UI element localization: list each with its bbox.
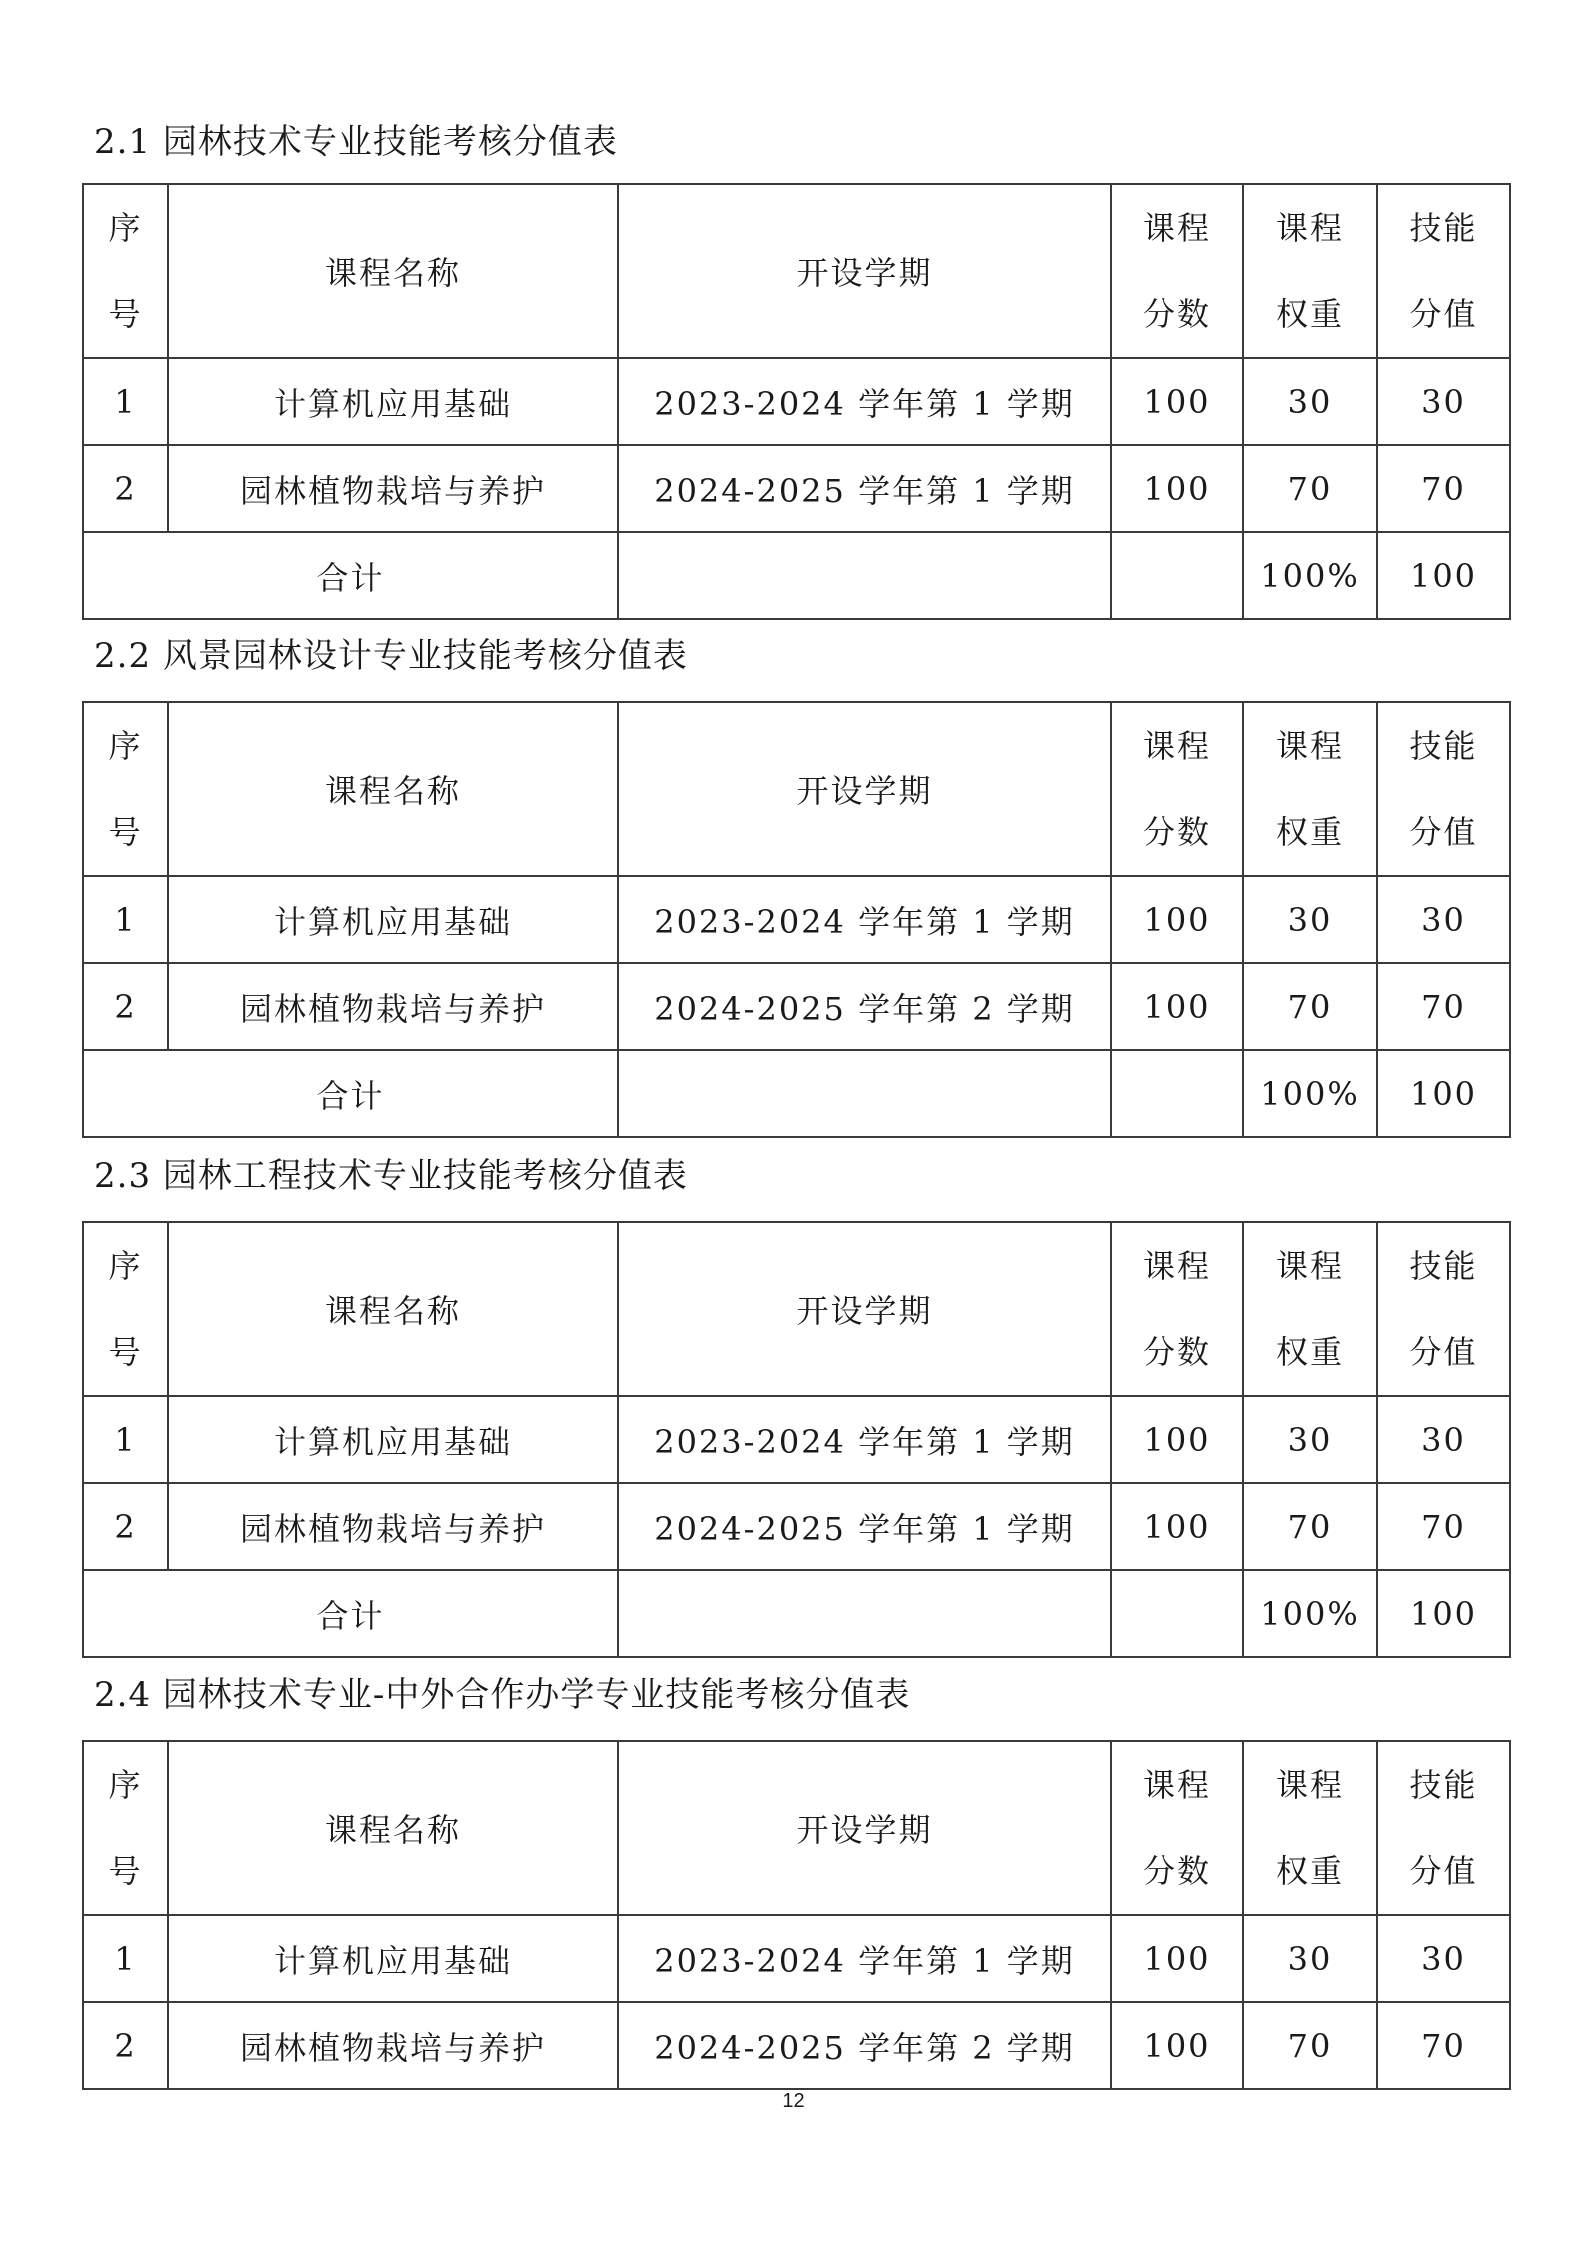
header-term: 开设学期 xyxy=(618,1222,1111,1396)
cell-score: 100 xyxy=(1111,2002,1243,2089)
header-term: 开设学期 xyxy=(618,1741,1111,1915)
cell-total-value: 100 xyxy=(1377,532,1510,619)
cell-score: 100 xyxy=(1111,445,1243,532)
table-row xyxy=(83,1915,1510,2002)
section-title: 2.3 园林工程技术专业技能考核分值表 xyxy=(94,1156,688,1196)
header-row xyxy=(83,1222,1510,1396)
header-course-weight: 课程 权重 xyxy=(1243,702,1377,876)
cell-term: 2023-2024 学年第 1 学期 xyxy=(618,876,1111,963)
score-table xyxy=(82,701,1511,1138)
table-row xyxy=(83,445,1510,532)
cell-total-weight: 100% xyxy=(1243,1570,1377,1657)
header-row xyxy=(83,184,1510,358)
cell-score: 100 xyxy=(1111,1915,1243,2002)
cell-weight: 30 xyxy=(1243,1915,1377,2002)
header-seq: 序 号 xyxy=(83,184,168,358)
cell-seq: 1 xyxy=(83,1396,168,1483)
cell-total-value: 100 xyxy=(1377,1570,1510,1657)
cell-weight: 70 xyxy=(1243,1483,1377,1570)
table-row xyxy=(83,1396,1510,1483)
cell-value: 70 xyxy=(1377,963,1510,1050)
cell-score: 100 xyxy=(1111,1396,1243,1483)
header-seq: 序 号 xyxy=(83,702,168,876)
cell-value: 70 xyxy=(1377,1483,1510,1570)
score-table xyxy=(82,1221,1511,1658)
cell-total-weight: 100% xyxy=(1243,1050,1377,1137)
header-seq: 序 号 xyxy=(83,1741,168,1915)
header-skill-value: 技能 分值 xyxy=(1377,184,1510,358)
cell-weight: 70 xyxy=(1243,2002,1377,2089)
header-term: 开设学期 xyxy=(618,184,1111,358)
cell-empty xyxy=(618,532,1111,619)
cell-empty xyxy=(1111,1050,1243,1137)
cell-value: 30 xyxy=(1377,1396,1510,1483)
table-row xyxy=(83,358,1510,445)
header-course-score: 课程 分数 xyxy=(1111,702,1243,876)
header-course-name: 课程名称 xyxy=(168,1222,618,1396)
cell-term: 2024-2025 学年第 1 学期 xyxy=(618,1483,1111,1570)
cell-total-label: 合计 xyxy=(83,532,618,619)
cell-term: 2023-2024 学年第 1 学期 xyxy=(618,1396,1111,1483)
cell-seq: 2 xyxy=(83,963,168,1050)
cell-term: 2023-2024 学年第 1 学期 xyxy=(618,358,1111,445)
header-row xyxy=(83,702,1510,876)
cell-value: 30 xyxy=(1377,1915,1510,2002)
cell-seq: 1 xyxy=(83,1915,168,2002)
cell-course-name: 计算机应用基础 xyxy=(168,876,618,963)
cell-seq: 2 xyxy=(83,1483,168,1570)
cell-seq: 2 xyxy=(83,445,168,532)
cell-course-name: 园林植物栽培与养护 xyxy=(168,445,618,532)
table-row xyxy=(83,876,1510,963)
cell-weight: 30 xyxy=(1243,358,1377,445)
cell-course-name: 园林植物栽培与养护 xyxy=(168,963,618,1050)
cell-term: 2024-2025 学年第 2 学期 xyxy=(618,963,1111,1050)
cell-score: 100 xyxy=(1111,1483,1243,1570)
cell-term: 2023-2024 学年第 1 学期 xyxy=(618,1915,1111,2002)
section-title: 2.4 园林技术专业-中外合作办学专业技能考核分值表 xyxy=(94,1675,911,1715)
score-table xyxy=(82,1740,1511,2090)
table-row xyxy=(83,1483,1510,1570)
cell-seq: 1 xyxy=(83,358,168,445)
header-seq: 序 号 xyxy=(83,1222,168,1396)
header-term: 开设学期 xyxy=(618,702,1111,876)
header-course-name: 课程名称 xyxy=(168,702,618,876)
header-course-score: 课程 分数 xyxy=(1111,1741,1243,1915)
cell-weight: 30 xyxy=(1243,1396,1377,1483)
section-title: 2.2 风景园林设计专业技能考核分值表 xyxy=(94,636,688,676)
total-row xyxy=(83,1050,1510,1137)
cell-course-name: 计算机应用基础 xyxy=(168,1915,618,2002)
cell-value: 30 xyxy=(1377,876,1510,963)
cell-total-label: 合计 xyxy=(83,1570,618,1657)
cell-empty xyxy=(1111,1570,1243,1657)
cell-total-value: 100 xyxy=(1377,1050,1510,1137)
cell-term: 2024-2025 学年第 2 学期 xyxy=(618,2002,1111,2089)
cell-empty xyxy=(618,1570,1111,1657)
cell-total-weight: 100% xyxy=(1243,532,1377,619)
section-title: 2.1 园林技术专业技能考核分值表 xyxy=(94,122,618,162)
cell-total-label: 合计 xyxy=(83,1050,618,1137)
header-course-weight: 课程 权重 xyxy=(1243,1741,1377,1915)
cell-course-name: 园林植物栽培与养护 xyxy=(168,2002,618,2089)
header-course-weight: 课程 权重 xyxy=(1243,1222,1377,1396)
cell-weight: 70 xyxy=(1243,963,1377,1050)
header-course-score: 课程 分数 xyxy=(1111,184,1243,358)
cell-value: 70 xyxy=(1377,445,1510,532)
header-course-score: 课程 分数 xyxy=(1111,1222,1243,1396)
cell-seq: 2 xyxy=(83,2002,168,2089)
cell-score: 100 xyxy=(1111,876,1243,963)
total-row xyxy=(83,532,1510,619)
table-row xyxy=(83,2002,1510,2089)
cell-score: 100 xyxy=(1111,963,1243,1050)
header-skill-value: 技能 分值 xyxy=(1377,1222,1510,1396)
cell-course-name: 计算机应用基础 xyxy=(168,1396,618,1483)
page-number: 12 xyxy=(782,2090,805,2112)
cell-empty xyxy=(618,1050,1111,1137)
header-course-name: 课程名称 xyxy=(168,184,618,358)
cell-course-name: 园林植物栽培与养护 xyxy=(168,1483,618,1570)
table-row xyxy=(83,963,1510,1050)
cell-value: 30 xyxy=(1377,358,1510,445)
cell-weight: 70 xyxy=(1243,445,1377,532)
cell-score: 100 xyxy=(1111,358,1243,445)
header-row xyxy=(83,1741,1510,1915)
cell-weight: 30 xyxy=(1243,876,1377,963)
cell-course-name: 计算机应用基础 xyxy=(168,358,618,445)
cell-seq: 1 xyxy=(83,876,168,963)
header-course-name: 课程名称 xyxy=(168,1741,618,1915)
total-row xyxy=(83,1570,1510,1657)
header-course-weight: 课程 权重 xyxy=(1243,184,1377,358)
cell-term: 2024-2025 学年第 1 学期 xyxy=(618,445,1111,532)
score-table xyxy=(82,183,1511,620)
header-skill-value: 技能 分值 xyxy=(1377,702,1510,876)
cell-value: 70 xyxy=(1377,2002,1510,2089)
cell-empty xyxy=(1111,532,1243,619)
header-skill-value: 技能 分值 xyxy=(1377,1741,1510,1915)
